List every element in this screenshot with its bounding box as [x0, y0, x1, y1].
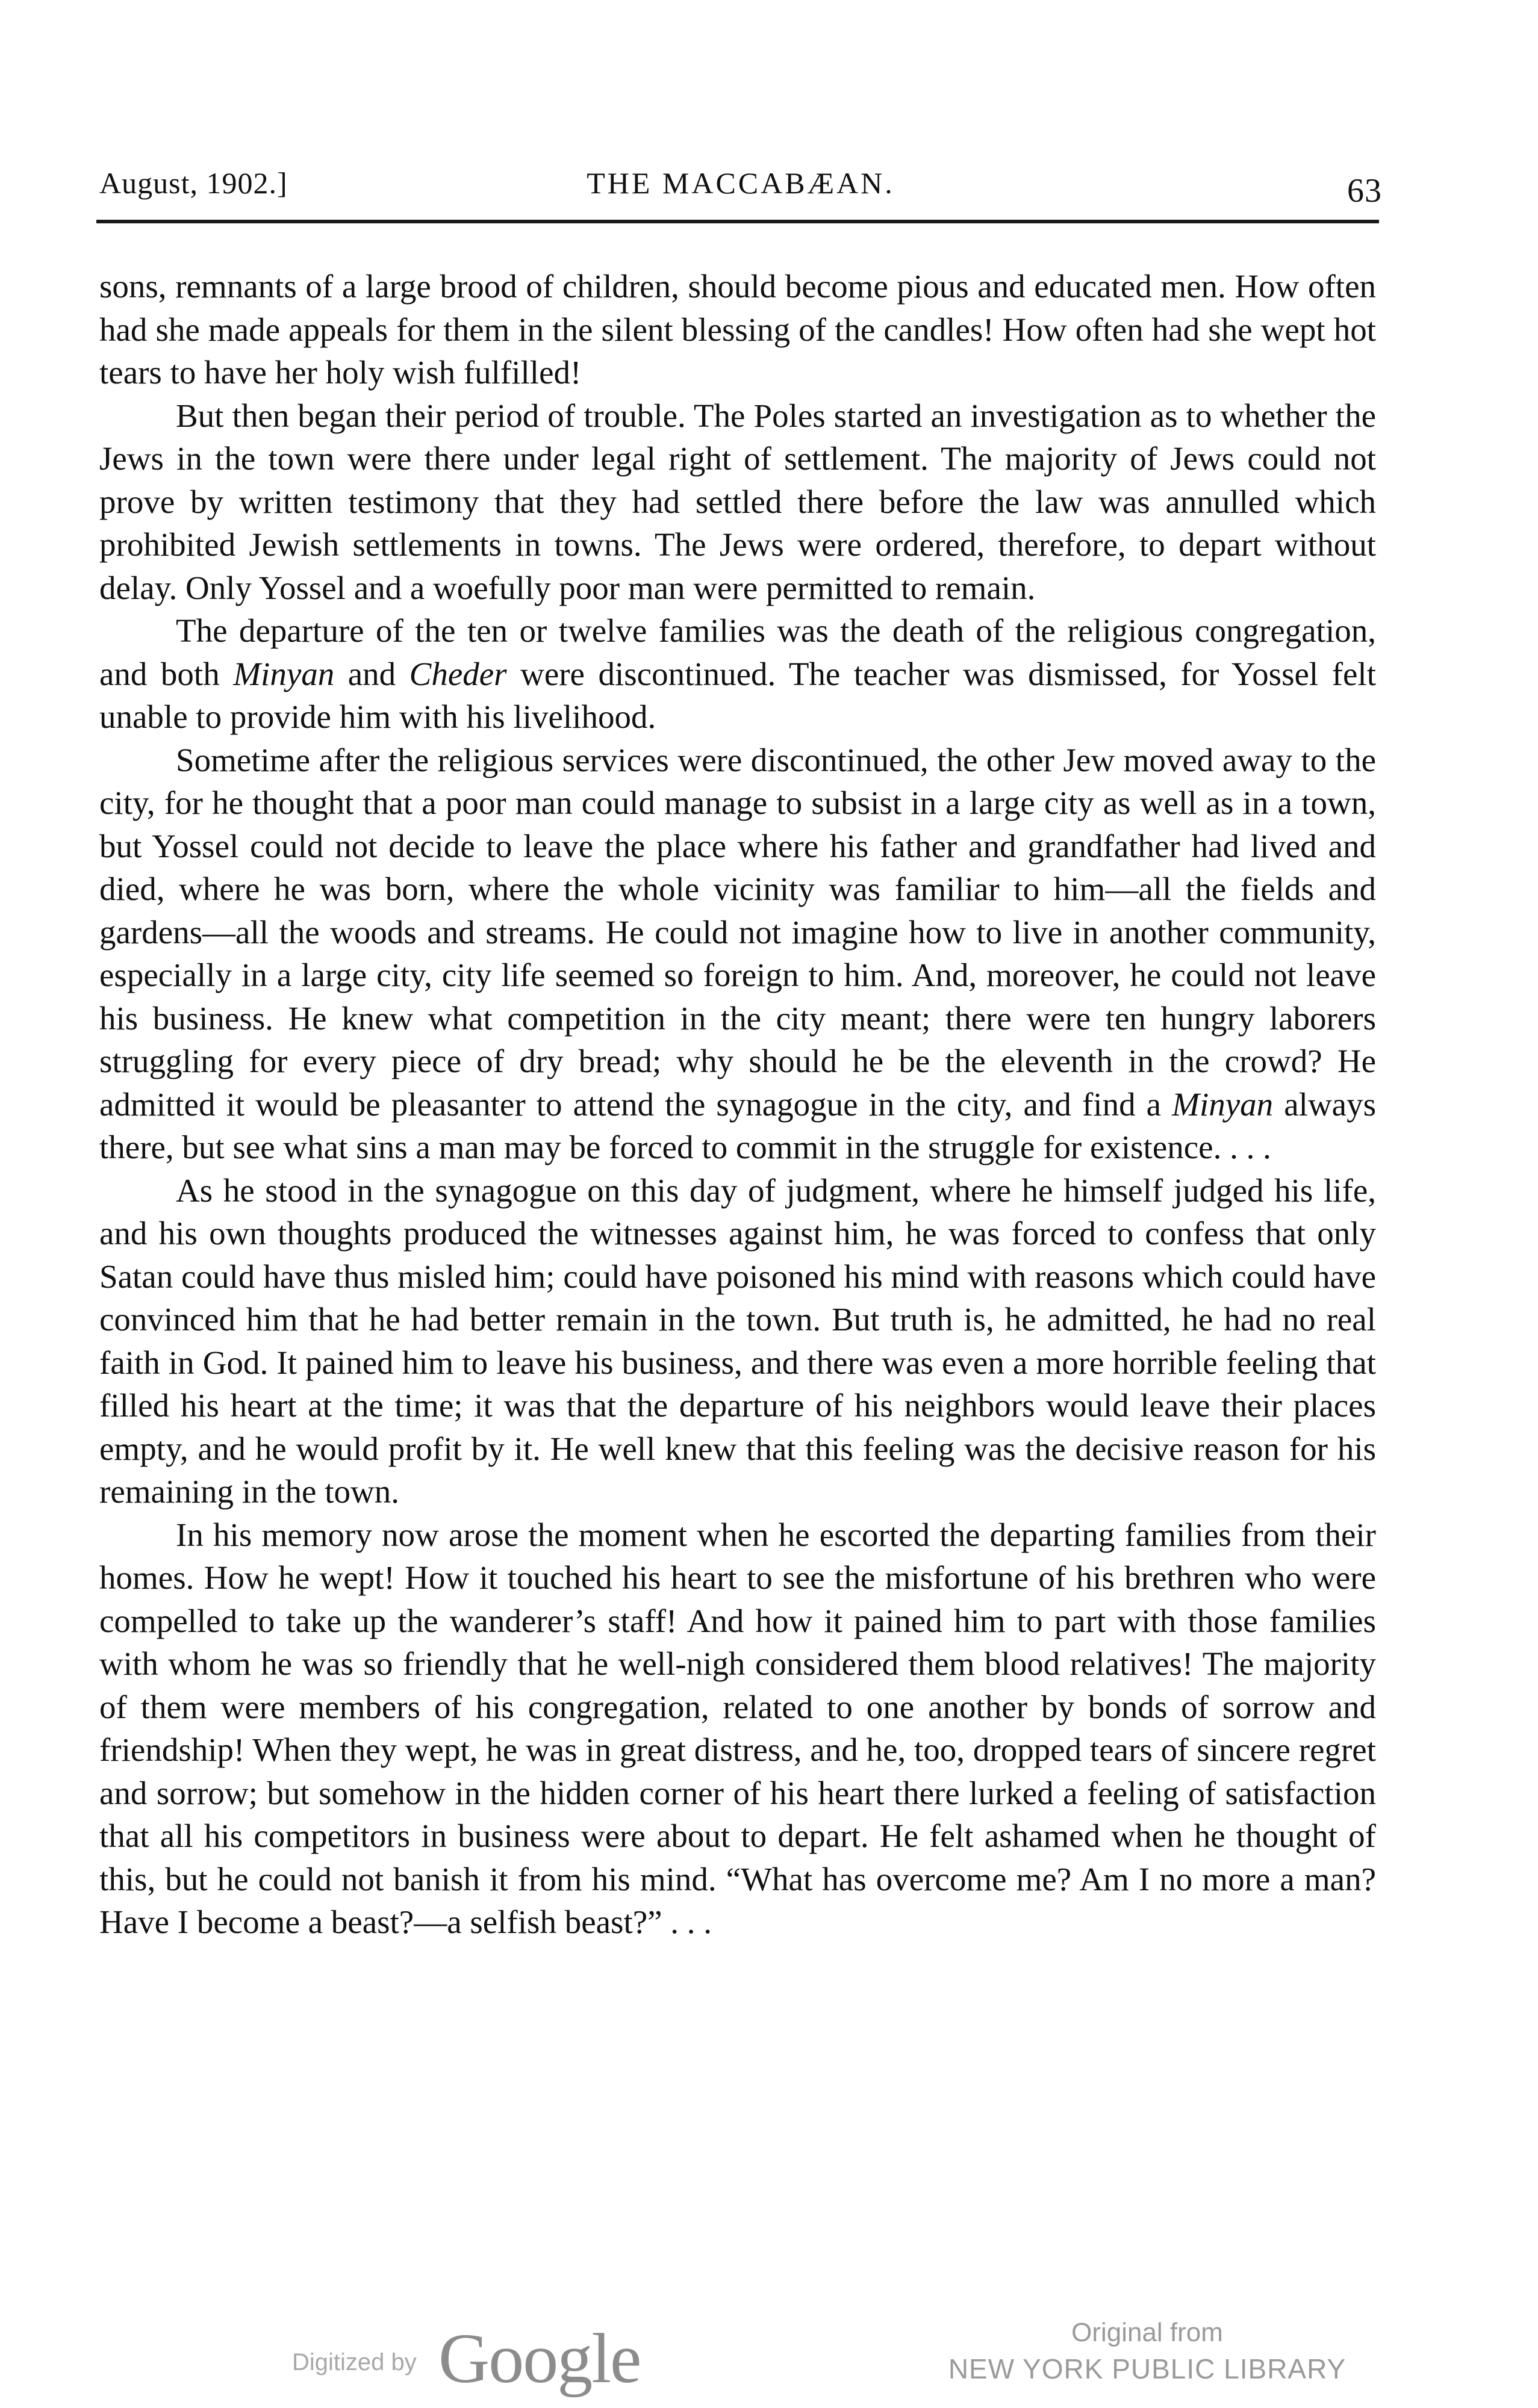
text-run: Sometime after the religious services were discontinued, the other Jew moved away to the city, for he thought that a poor man could manage to subsist in a large city as well as in a town, but Yossel could not decide to leave the place where his father and grandfather had lived and died, where he was born, where the whole vicinity was familiar to him—all the fields and gardens—all the woods and streams. He could not imagine how to live in another community, especially in a large city, city life seemed so foreign to him. And, moreover, he could not leave his business. He knew what competition in the city meant; there were ten hungry laborers struggling for every piece of dry bread; why should he be the eleventh in the crowd? He admitted it would be pleasanter to attend the synagogue in the city, and find a [99, 741, 1376, 1123]
digitized-by-label: Digitized by [292, 2349, 417, 2375]
paragraph: In his memory now arose the moment when he escorted the departing families from their homes. How he wept! How it touched his heart to see the misfortune of his brethren who were compelled to take up the wanderer’s staff! And how it pained him to part with those families with whom he was so friendly that he well-nigh considered them blood relatives! The majority of them were members of his congregation, related to one another by bonds of sorrow and friendship! When they wept, he was in great distress, and he, too, dropped tears of sincere regret and sorrow; but somehow in the hidden corner of his heart there lurked a feeling of satisfaction that all his competitors in business were about to depart. He felt ashamed when he thought of this, but he could not banish it from his mind. “What has overcome me? Am I no more a man? Have I become a beast?—a selfish beast?” . . . [99, 1516, 1376, 1940]
text-run: were discontinued. The teacher was dismissed, for Yossel felt unable to provide him with his livelihood. [99, 655, 1376, 735]
paragraph: But then began their period of trouble. The Poles started an investigation as to whether the Jews in the town were there under legal right of settlement. The majority of Jews could not prove by written testimony that they had settled there before the law was annulled which prohibited Jewish settlements in towns. The Jews were ordered, therefore, to depart without delay. Only Yossel and a woefully poor man were permitted to remain. [99, 397, 1376, 606]
paragraph [99, 609, 1376, 739]
library-name: NEW YORK PUBLIC LIBRARY [948, 2353, 1347, 2385]
google-logo: Google [438, 2319, 641, 2398]
original-from-label: Original from [1071, 2318, 1223, 2347]
running-header [99, 166, 1382, 214]
italic-term: Cheder [409, 655, 507, 692]
italic-term: Minyan [233, 655, 335, 692]
journal-title: THE MACCABÆAN. [587, 166, 895, 200]
scan-footer [0, 2306, 1538, 2396]
header-date: August, 1902.] [99, 166, 288, 200]
header-rule [96, 220, 1379, 223]
italic-term: Minyan [1172, 1085, 1274, 1123]
paragraph: sons, remnants of a large brood of children, should become pious and educated men. How often had she made appeals for them in the silent blessing of the candles! How often had she wept hot tears to have her holy wish fulfilled! [99, 268, 1376, 391]
page-number: 63 [1347, 172, 1382, 209]
text-run: The departure of the ten or twelve families was the death of the religious congregation, and both [99, 612, 1376, 692]
text-run: always there, but see what sins a man may be forced to commit in the struggle for existence. . . . [99, 1085, 1376, 1165]
body-text [99, 265, 1376, 1944]
text-run: and [334, 655, 409, 692]
paragraph [99, 739, 1376, 1169]
paragraph: As he stood in the synagogue on this day of judgment, where he himself judged his life, and his own thoughts produced the witnesses against him, he was forced to confess that only Satan could have thus misled him; could have poisoned his mind with reasons which could have convinced him that he had better remain in the town. But truth is, he admitted, he had no real faith in God. It pained him to leave his business, and there was even a more horrible feeling that filled his heart at the time; it was that the departure of his neighbors would leave their places empty, and he would profit by it. He well knew that this feeling was the decisive reason for his remaining in the town. [99, 1171, 1376, 1510]
